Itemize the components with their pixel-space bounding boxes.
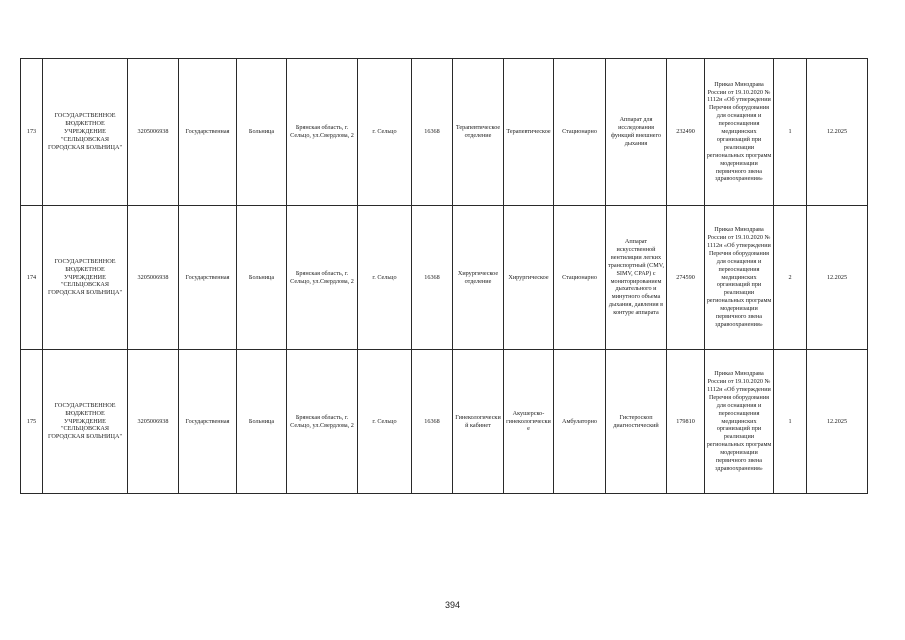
row-number: 175 xyxy=(21,350,43,494)
profile-cell: Хирургическое xyxy=(504,206,554,350)
ownership-cell: Государственная xyxy=(179,59,237,206)
basis-cell: Приказ Минздрава России от 19.10.2020 № 1112н «Об утверждении Перечня оборудования для оснащения и переоснащения медицинских организаций при реализации региональных программ модернизации первичного звена здравоохранения» xyxy=(705,206,774,350)
equipment-cell: Аппарат искусственной вентиляции легких транспортный (CMV, SIMV, CPAP) с мониторированием дыхательного и минутного объема дыхания, давления в контуре аппарата xyxy=(606,206,667,350)
quantity-cell: 2 xyxy=(774,206,807,350)
row-number: 174 xyxy=(21,206,43,350)
address-cell: Брянская область, г. Сельцо, ул.Свердлова, 2 xyxy=(287,206,358,350)
quantity-cell: 1 xyxy=(774,350,807,494)
code-cell: 16368 xyxy=(412,206,453,350)
facility-type-cell: Больница xyxy=(237,59,287,206)
address-cell: Брянская область, г. Сельцо, ул.Свердлова, 2 xyxy=(287,350,358,494)
organization-name: ГОСУДАРСТВЕННОЕ БЮДЖЕТНОЕ УЧРЕЖДЕНИЕ "СЕЛЬЦОВСКАЯ ГОРОДСКАЯ БОЛЬНИЦА" xyxy=(43,206,128,350)
care-form-cell: Стационарно xyxy=(554,206,606,350)
date-cell: 12.2025 xyxy=(807,350,868,494)
equipment-code-cell: 232490 xyxy=(667,59,705,206)
table-row xyxy=(21,59,868,206)
page-number: 394 xyxy=(444,600,461,610)
facility-type-cell: Больница xyxy=(237,350,287,494)
table-row xyxy=(21,206,868,350)
inn-cell: 3205006938 xyxy=(128,206,179,350)
locality-cell: г. Сельцо xyxy=(358,59,412,206)
department-cell: Хирургическое отделение xyxy=(453,206,504,350)
equipment-table xyxy=(20,58,868,494)
date-cell: 12.2025 xyxy=(807,206,868,350)
profile-cell: Акушерско-гинекологические xyxy=(504,350,554,494)
equipment-cell: Аппарат для исследования функций внешнего дыхания xyxy=(606,59,667,206)
quantity-cell: 1 xyxy=(774,59,807,206)
row-number: 173 xyxy=(21,59,43,206)
table-row xyxy=(21,350,868,494)
ownership-cell: Государственная xyxy=(179,206,237,350)
date-cell: 12.2025 xyxy=(807,59,868,206)
department-cell: Терапевтическое отделение xyxy=(453,59,504,206)
equipment-code-cell: 179810 xyxy=(667,350,705,494)
locality-cell: г. Сельцо xyxy=(358,206,412,350)
basis-cell: Приказ Минздрава России от 19.10.2020 № 1112н «Об утверждении Перечня оборудования для оснащения и переоснащения медицинских организаций при реализации региональных программ модернизации первичного звена здравоохранения» xyxy=(705,59,774,206)
organization-name: ГОСУДАРСТВЕННОЕ БЮДЖЕТНОЕ УЧРЕЖДЕНИЕ "СЕЛЬЦОВСКАЯ ГОРОДСКАЯ БОЛЬНИЦА" xyxy=(43,59,128,206)
care-form-cell: Стационарно xyxy=(554,59,606,206)
locality-cell: г. Сельцо xyxy=(358,350,412,494)
department-cell: Гинекологический кабинет xyxy=(453,350,504,494)
care-form-cell: Амбулаторно xyxy=(554,350,606,494)
inn-cell: 3205006938 xyxy=(128,350,179,494)
equipment-cell: Гистероскоп диагностический xyxy=(606,350,667,494)
organization-name: ГОСУДАРСТВЕННОЕ БЮДЖЕТНОЕ УЧРЕЖДЕНИЕ "СЕЛЬЦОВСКАЯ ГОРОДСКАЯ БОЛЬНИЦА" xyxy=(43,350,128,494)
basis-cell: Приказ Минздрава России от 19.10.2020 № 1112н «Об утверждении Перечня оборудования для оснащения и переоснащения медицинских организаций при реализации региональных программ модернизации первичного звена здравоохранения» xyxy=(705,350,774,494)
code-cell: 16368 xyxy=(412,59,453,206)
facility-type-cell: Больница xyxy=(237,206,287,350)
ownership-cell: Государственная xyxy=(179,350,237,494)
code-cell: 16368 xyxy=(412,350,453,494)
equipment-code-cell: 274590 xyxy=(667,206,705,350)
profile-cell: Терапевтическое xyxy=(504,59,554,206)
inn-cell: 3205006938 xyxy=(128,59,179,206)
address-cell: Брянская область, г. Сельцо, ул.Свердлова, 2 xyxy=(287,59,358,206)
